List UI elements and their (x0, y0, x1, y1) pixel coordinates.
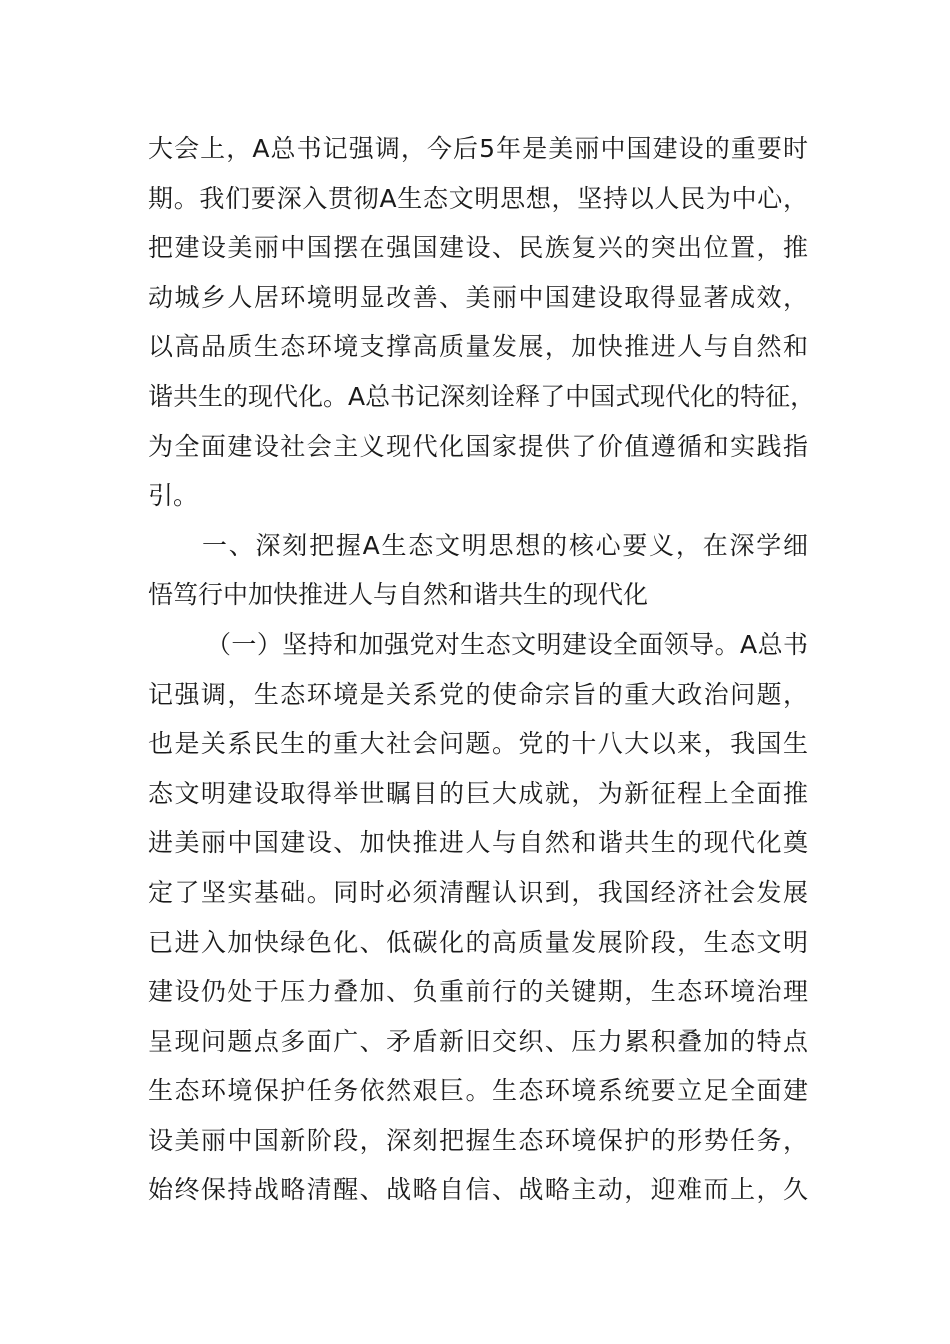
paragraph-line-8: 引。 (148, 481, 199, 511)
paragraph-line-6: 谐共生的现代化。A总书记深刻诠释了中国式现代化的特征， (148, 381, 816, 411)
subsection-line-10: 生态环境保护任务依然艰巨。生态环境系统要立足全面建 (148, 1076, 808, 1106)
subsection-line-8: 建设仍处于压力叠加、负重前行的关键期，生态环境治理 (148, 977, 808, 1007)
subsection-line-5: 进美丽中国建设、加快推进人与自然和谐共生的现代化奠 (148, 828, 808, 858)
paragraph-line-7: 为全面建设社会主义现代化国家提供了价值遵循和实践指 (148, 431, 808, 461)
subsection-line-3: 也是关系民生的重大社会问题。党的十八大以来，我国生 (148, 729, 808, 759)
subsection-line-7: 已进入加快绿色化、低碳化的高质量发展阶段，生态文明 (148, 927, 808, 957)
subsection-line-11: 设美丽中国新阶段，深刻把握生态环境保护的形势任务， (148, 1125, 808, 1155)
subsection-line-2: 记强调，生态环境是关系党的使命宗旨的重大政治问题， (148, 679, 808, 709)
section-heading-line-2: 悟笃行中加快推进人与自然和谐共生的现代化 (148, 580, 649, 610)
paragraph-line-1: 大会上，A总书记强调，今后5年是美丽中国建设的重要时 (148, 134, 808, 163)
paragraph-line-3: 把建设美丽中国摆在强国建设、民族复兴的突出位置，推 (148, 233, 808, 263)
subsection-line-6: 定了坚实基础。同时必须清醒认识到，我国经济社会发展 (148, 877, 808, 907)
document-body (148, 124, 816, 1215)
paragraph-line-2: 期。我们要深入贯彻A生态文明思想，坚持以人民为中心， (148, 183, 808, 213)
subsection-line-12: 始终保持战略清醒、战略自信、战略主动，迎难而上，久 (148, 1175, 808, 1205)
section-heading-line-1: 一、深刻把握A生态文明思想的核心要义，在深学细 (202, 530, 808, 560)
subsection-line-1: （一）坚持和加强党对生态文明建设全面领导。A总书 (206, 629, 808, 659)
paragraph-line-4: 动城乡人居环境明显改善、美丽中国建设取得显著成效， (148, 282, 808, 312)
subsection-line-9: 呈现问题点多面广、矛盾新旧交织、压力累积叠加的特点 (148, 1026, 808, 1056)
paragraph-line-5: 以高品质生态环境支撑高质量发展，加快推进人与自然和 (148, 332, 808, 362)
subsection-line-4: 态文明建设取得举世瞩目的巨大成就，为新征程上全面推 (148, 778, 808, 808)
